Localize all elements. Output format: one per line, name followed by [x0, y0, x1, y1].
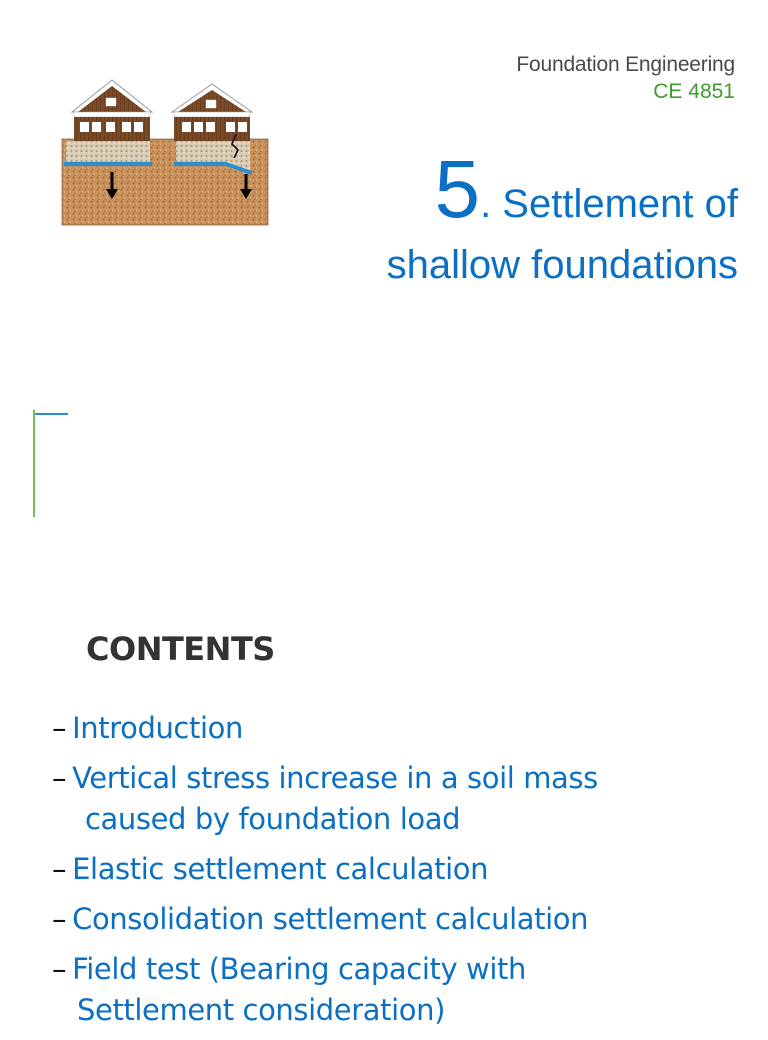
title-line-1 [387, 144, 738, 235]
decorative-frame-horizontal [33, 413, 68, 415]
list-dash: – [52, 902, 67, 936]
list-item [52, 949, 752, 1031]
list-item-text: Consolidation settlement calculation [72, 902, 589, 936]
settlement-houses-illustration [60, 74, 270, 229]
course-code: CE 4851 [653, 80, 735, 103]
list-item [52, 758, 752, 840]
title-line-2: shallow foundations [386, 243, 738, 287]
list-item [52, 708, 752, 749]
course-name: Foundation Engineering [516, 53, 735, 76]
list-item-text: Introduction [72, 711, 243, 745]
list-item-text: Vertical stress increase in a soil mass [72, 761, 598, 795]
list-item-continuation: caused by foundation load [85, 802, 461, 836]
list-item-continuation: Settlement consideration) [77, 993, 445, 1027]
decorative-frame-vertical [33, 410, 35, 517]
list-dash: – [52, 761, 67, 795]
list-dash: – [52, 852, 67, 886]
list-item [52, 899, 752, 940]
list-item-text: Elastic settlement calculation [72, 852, 489, 886]
houses-icon [60, 74, 270, 229]
contents-heading: CONTENTS [86, 630, 275, 668]
list-item [52, 849, 752, 890]
list-dash: – [52, 711, 67, 745]
list-dash: – [52, 952, 67, 986]
list-item-text: Field test (Bearing capacity with [72, 952, 526, 986]
chapter-number: 5 [434, 144, 481, 235]
chapter-title [386, 144, 738, 290]
title-line-1-text: . Settlement of [480, 182, 738, 226]
contents-list [52, 708, 752, 1040]
